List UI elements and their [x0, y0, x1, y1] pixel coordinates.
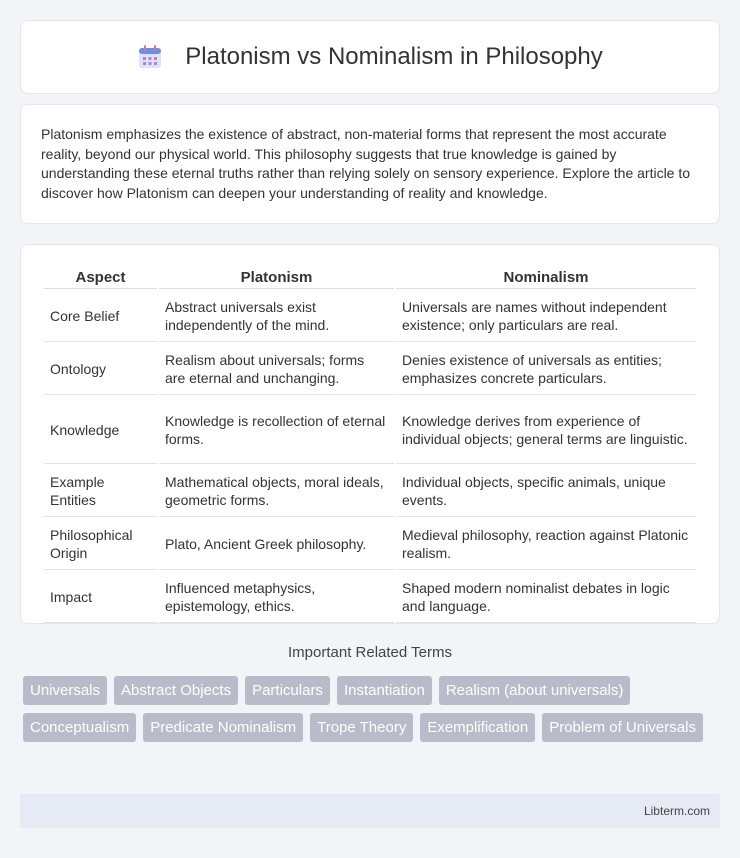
cell-nominalism: Individual objects, specific animals, unique events. [396, 466, 696, 517]
tag-instantiation[interactable]: Instantiation [337, 676, 432, 705]
header-platonism: Platonism [159, 267, 394, 289]
cell-aspect: Core Belief [44, 291, 157, 342]
table-row [44, 519, 696, 570]
cell-platonism: Knowledge is recollection of eternal forms. [159, 397, 394, 464]
table-row [44, 291, 696, 342]
header-aspect: Aspect [44, 267, 157, 289]
cell-nominalism: Knowledge derives from experience of individual objects; general terms are linguistic. [396, 397, 696, 464]
cell-platonism: Realism about universals; forms are eternal and unchanging. [159, 344, 394, 395]
related-terms-list [23, 676, 717, 742]
cell-nominalism: Medieval philosophy, reaction against Platonic realism. [396, 519, 696, 570]
comparison-table [42, 265, 698, 625]
calendar-icon [137, 44, 163, 70]
cell-aspect: Philosophical Origin [44, 519, 157, 570]
cell-aspect: Knowledge [44, 397, 157, 464]
table-row [44, 572, 696, 623]
table-row [44, 466, 696, 517]
cell-nominalism: Denies existence of universals as entities; emphasizes concrete particulars. [396, 344, 696, 395]
tag-universals[interactable]: Universals [23, 676, 107, 705]
cell-aspect: Impact [44, 572, 157, 623]
footer-site[interactable]: Libterm.com [643, 804, 710, 818]
cell-platonism: Mathematical objects, moral ideals, geometric forms. [159, 466, 394, 517]
title-card [20, 20, 720, 94]
comparison-card [20, 244, 720, 624]
table-row [44, 344, 696, 395]
cell-aspect: Example Entities [44, 466, 157, 517]
table-row [44, 397, 696, 464]
tag-trope-theory[interactable]: Trope Theory [310, 713, 413, 742]
table-header-row [44, 267, 696, 289]
cell-aspect: Ontology [44, 344, 157, 395]
tag-exemplification[interactable]: Exemplification [420, 713, 535, 742]
cell-nominalism: Universals are names without independent existence; only particulars are real. [396, 291, 696, 342]
tag-abstract-objects[interactable]: Abstract Objects [114, 676, 238, 705]
page-title: Platonism vs Nominalism in Philosophy [185, 43, 603, 70]
tag-conceptualism[interactable]: Conceptualism [23, 713, 136, 742]
tag-problem-of-universals[interactable]: Problem of Universals [542, 713, 703, 742]
tag-particulars[interactable]: Particulars [245, 676, 330, 705]
tag-realism[interactable]: Realism (about universals) [439, 676, 631, 705]
intro-text: Platonism emphasizes the existence of abstract, non-material forms that represent the most accurate reality, beyond our physical world. This philosophy suggests that true knowledge is gained by understanding these eternal truths rather than relying solely on sensory experience. Explore the article to discover how Platonism can deepen your understanding of reality and knowledge. [41, 126, 691, 201]
related-terms-title: Important Related Terms [288, 644, 452, 661]
header-nominalism: Nominalism [396, 267, 696, 289]
intro-card [20, 104, 720, 224]
cell-platonism: Plato, Ancient Greek philosophy. [159, 519, 394, 570]
footer [20, 794, 720, 828]
tag-predicate-nominalism[interactable]: Predicate Nominalism [143, 713, 303, 742]
cell-nominalism: Shaped modern nominalist debates in logic and language. [396, 572, 696, 623]
cell-platonism: Influenced metaphysics, epistemology, ethics. [159, 572, 394, 623]
cell-platonism: Abstract universals exist independently of the mind. [159, 291, 394, 342]
